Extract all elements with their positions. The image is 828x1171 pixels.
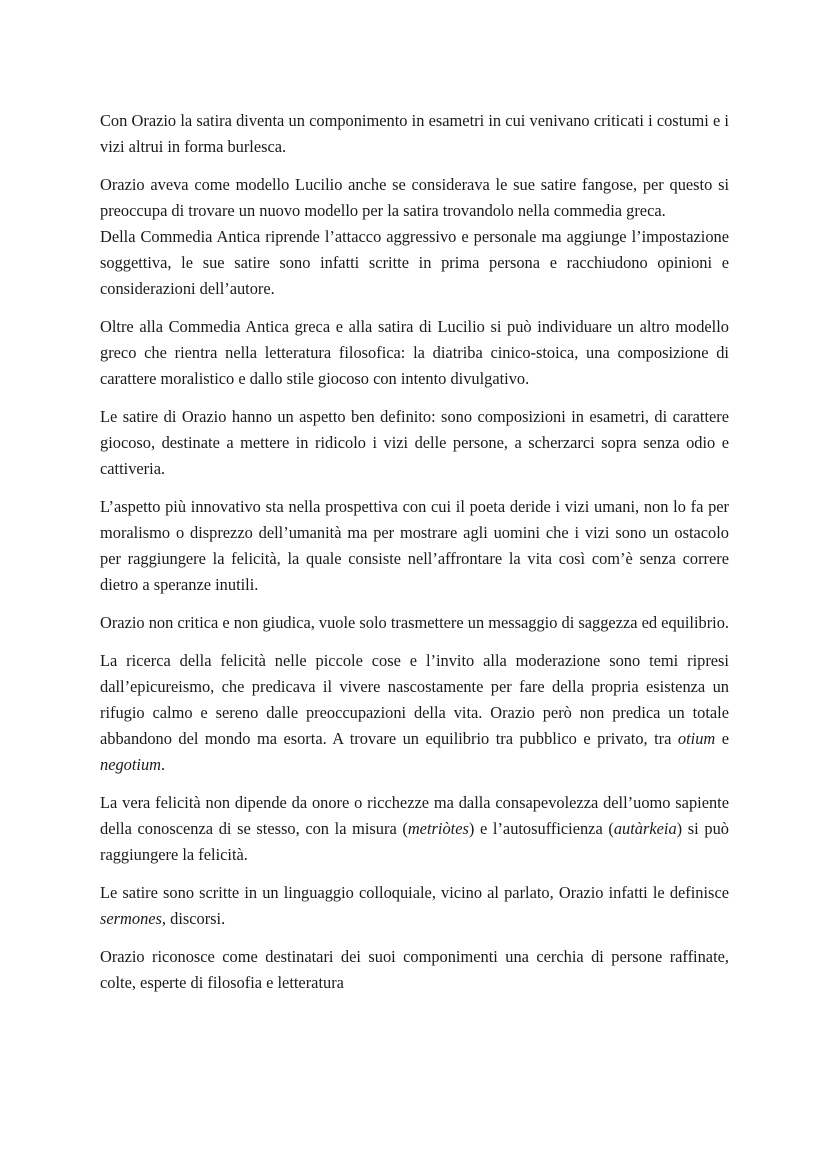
italic-term: sermones <box>100 909 162 928</box>
paragraph <box>100 790 729 868</box>
paragraph-text: , discorsi. <box>161 909 226 928</box>
paragraph-text: La ricerca della felicità nelle piccole cose e l’invito alla moderazione sono temi ripresi dall’epicureismo, che predicava il vivere nascostamente per fare della propria esistenza un rifugio calmo e sereno dalle preoccupazioni della vita. Orazio però non predica un totale abbandono del mondo ma esorta. A trovare un equilibrio tra pubblico e privato, tra <box>100 651 729 748</box>
paragraph-text: Oltre alla Commedia Antica greca e alla satira di Lucilio si può individuare un altro modello greco che rientra nella letteratura filosofica: la diatriba cinico-stoica, una composizione di carattere moralistico e dallo stile giocoso con intento divulgativo. <box>100 317 729 388</box>
paragraph <box>100 880 729 932</box>
paragraph <box>100 224 729 302</box>
paragraph-text: ) si può raggiungere la felicità. <box>100 819 729 864</box>
paragraph-text: Orazio aveva come modello Lucilio anche se considerava le sue satire fangose, per questo si preoccupa di trovare un nuovo modello per la satira trovandolo nella commedia greca. <box>100 175 729 220</box>
paragraph-text: e <box>715 729 729 748</box>
paragraph <box>100 108 729 160</box>
paragraph <box>100 944 729 996</box>
document-body <box>100 108 729 1008</box>
paragraph <box>100 494 729 598</box>
paragraph-text: . <box>161 755 166 774</box>
paragraph-text: Orazio riconosce come destinatari dei suoi componimenti una cerchia di persone raffinate, colte, esperte di filosofia e letteratura <box>100 947 729 992</box>
paragraph-text: Con Orazio la satira diventa un componimento in esametri in cui venivano criticati i costumi e i vizi altrui in forma burlesca. <box>100 111 729 156</box>
italic-term: negotium <box>100 755 162 774</box>
paragraph-text: Le satire di Orazio hanno un aspetto ben definito: sono composizioni in esametri, di carattere giocoso, destinate a mettere in ridicolo i vizi delle persone, a scherzarci sopra senza odio e cattiveria. <box>100 407 729 478</box>
paragraph-text: ) e l’autosufficienza ( <box>468 819 614 838</box>
italic-term: otium <box>677 729 716 748</box>
paragraph-text: Della Commedia Antica riprende l’attacco aggressivo e personale ma aggiunge l’impostazione soggettiva, le sue satire sono infatti scritte in prima persona e racchiudono opinioni e considerazioni dell’autore. <box>100 227 729 298</box>
paragraph-text: Orazio non critica e non giudica, vuole solo trasmettere un messaggio di saggezza ed equilibrio. <box>100 613 730 632</box>
paragraph-text: La vera felicità non dipende da onore o ricchezze ma dalla consapevolezza dell’uomo sapiente della conoscenza di se stesso, con la misura ( <box>100 793 729 838</box>
paragraph <box>100 404 729 482</box>
italic-term: metriòtes <box>407 819 469 838</box>
paragraph <box>100 610 729 636</box>
paragraph-text: L’aspetto più innovativo sta nella prospettiva con cui il poeta deride i vizi umani, non lo fa per moralismo o disprezzo dell’umanità ma per mostrare agli uomini che i vizi sono un ostacolo per raggiungere la felicità, la quale consiste nell’affrontare la vita così com’è senza correre dietro a speranze inutili. <box>100 497 729 594</box>
paragraph-text: Le satire sono scritte in un linguaggio colloquiale, vicino al parlato, Orazio infatti le definisce <box>100 883 729 902</box>
paragraph <box>100 314 729 392</box>
paragraph <box>100 172 729 224</box>
paragraph <box>100 648 729 778</box>
italic-term: autàrkeia <box>613 819 677 838</box>
